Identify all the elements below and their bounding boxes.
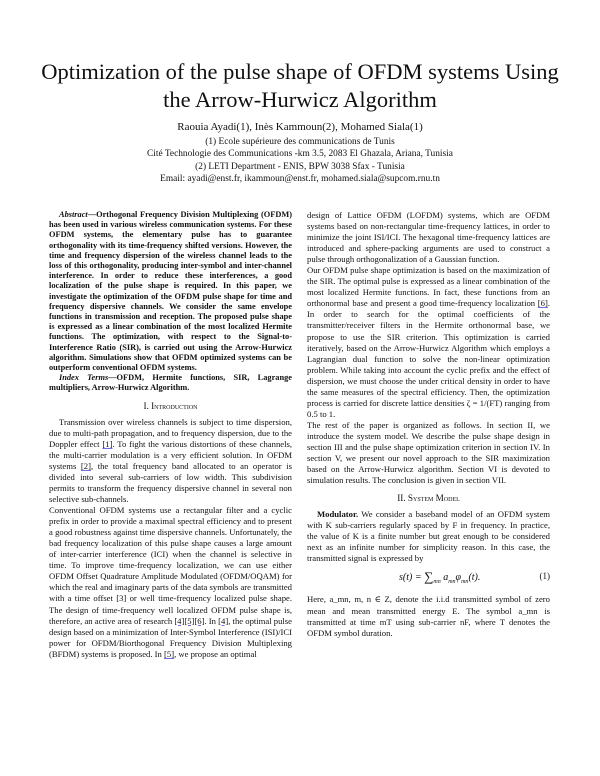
address-1: Cité Technologie des Communications -km 3.5, 2083 El Ghazala, Ariana, Tunisia <box>147 149 453 160</box>
citation-link[interactable]: [6] <box>537 298 548 309</box>
text-run: . In order to search for the optimal coefficients of the transmitter/receiver filters in the Hermite orthonormal base, we propose to use the SIR criterion. This optimization is carried iteratively, based on the Arrow-Hurwicz Algorithm which employs a Lagrangian dual function to solve the non-linear optimization problem. While taking into account the cyclic prefix and the effect of dispersion, we must choose the under critical density in order to have the same measures of the spectral efficiency. Then, the optimization process is carried for discrete lattice densities ζ = 1/(FT) ranging from 0.5 to 1. <box>307 298 550 419</box>
section-heading-system-model: II. System Model <box>397 493 460 504</box>
symbol-paragraph: Here, a_mn, m, n ∈ Z, denote the i.i.d transmitted symbol of zero mean and mean transmitted energy E. The symbol a_mn is transmitted at time mT using sub-carrier nF, where T denotes the OFDM symbol duration. <box>307 594 550 638</box>
author-emails: Email: ayadi@enst.fr, ikammoun@enst.fr, mohamed.siala@supcom.rnu.tn <box>160 173 440 184</box>
text-run: Our OFDM pulse shape optimization is based on the maximization of the SIR. The optimal pulse is expressed as a linear combination of the most localized Hermite functions. In fact, these functions from an orthonormal base and present a good time-frequency localization <box>307 265 550 309</box>
text-run: , the optimal pulse design based on a minimization of Inter-Symbol Interference (ISI)/ICI power for OFDM/Biorthogonal Frequency Division Multiplexing (BFDM) systems is proposed. In <box>49 615 292 659</box>
right-paragraph-1: design of Lattice OFDM (LOFDM) systems, which are OFDM systems based on non-rectangular time-frequency lattices, in order to minimize the joint ISI/ICI. The hexagonal time-frequency lattices are introduced and sphere-packing arguments are used to construct a pulse through orthogonalization of a Gaussian function. <box>307 210 550 265</box>
abstract <box>49 210 292 373</box>
citation-link[interactable]: [5] <box>164 648 175 659</box>
index-terms-label: Index Terms <box>59 373 109 383</box>
equation-term: a <box>443 572 449 584</box>
summation-index: mn <box>433 579 441 586</box>
equation-term: (t). <box>468 572 481 584</box>
equation-lhs: s(t) = <box>399 572 422 584</box>
index-terms-text: —OFDM, Hermite functions, SIR, Lagrange multipliers, Arrow-Hurwicz Algorithm. <box>49 373 292 393</box>
paper-title: Optimization of the pulse shape of OFDM systems Using the Arrow-Hurwicz Algorithm <box>41 59 559 112</box>
section-heading-introduction: I. Introduction <box>143 400 198 411</box>
text-run: , we propose an optimal <box>174 648 257 659</box>
citation-link[interactable]: [4] <box>218 615 229 626</box>
text-run: Conventional OFDM systems use a rectangular filter and a cyclic prefix in order to provide a maximal spectral efficiency and to present a good robustness against time dispersive channels. Unfortunately, the bad frequency localization of this pulse shape causes a large amount of inter-carrier interference (ICI) when the channel is selective in time. To improve time-frequency localization, we can use either OFDM Offset Quadrature Amplitude Modulated (OFDM/OQAM) for which the real and imaginary parts of the data symbols are transmitted with a time offset [3] or well time-frequency localized pulse shape. The design of time-frequency well localized OFDM pulse shape is, therefore, an active area of research <box>49 505 292 626</box>
right-paragraph-2 <box>307 265 550 420</box>
text-run: . In <box>204 615 219 626</box>
text-run: . To fight the various distortions of these channels, the multi-carrier modulation is a very efficient solution. In OFDM systems <box>49 438 292 471</box>
author-block <box>40 120 560 185</box>
intro-paragraph-1 <box>49 417 292 505</box>
abstract-label: Abstract <box>59 210 88 219</box>
equation-subscript: mn <box>448 579 456 586</box>
equation-subscript: mn <box>461 579 469 586</box>
index-terms <box>49 373 292 393</box>
left-column <box>49 210 292 660</box>
right-column <box>307 210 550 639</box>
affiliation-2: (2) LETI Department - ENIS, BPW 3038 Sfax - Tunisia <box>195 161 405 172</box>
summation-symbol: ∑ <box>424 569 434 585</box>
citation-link[interactable]: [4][5][6] <box>174 615 205 626</box>
text-run: , the total frequency band allocated to an operator is divided into several sub-carriers of low width. This subdivision permits to transform the frequency dispersive channel in several non selective sub-channels. <box>49 460 292 505</box>
affiliation-1: (1) Ecole supérieure des communications de Tunis <box>205 137 395 147</box>
equation-1 <box>307 567 550 589</box>
text-run: We consider a baseband model of an OFDM system with K sub-carriers regularly spaced by F in frequency. In practice, the value of K is a finite number but great enough to be considered next as an infinite number for simplicity reason. In this case, the transmitted signal is expressed by <box>307 509 550 564</box>
abstract-text: —Orthogonal Frequency Division Multiplexing (OFDM) has been used in various wireless communication systems. For these OFDM systems, the elementary pulse has to guarantee orthogonality with its time-frequency shifted versions. However, the time and frequency dispersion of the wireless channel leads to the loss of this orthogonality, producing inter-symbol and inter-channel interference. In order to reduce these interferences, a good localization of the pulse shape is required. In this paper, we investigate the optimization of the OFDM pulse shape for time and frequency dispersive channels. We consider the same envelope functions in transmission and reception. The proposed pulse shape is expressed as a linear combination of the most localized Hermite functions. The optimization, with respect to the Signal-to-Interference Ratio (SIR), is carried out using the Arrow-Hurwicz algorithm. Simulations show that OFDM optimized systems can be outperform conventional OFDM systems. <box>49 210 292 373</box>
equation-term: φ <box>455 572 462 584</box>
author-names: Raouia Ayadi(1), Inès Kammoun(2), Mohamed Siala(1) <box>177 121 423 133</box>
text-run: Transmission over wireless channels is subject to time dispersion, due to multi-path propagation, and to frequency dispersion, due to the Doppler effect <box>49 416 292 449</box>
modulator-label: Modulator. <box>317 509 359 520</box>
citation-link[interactable]: [1] <box>102 438 113 449</box>
right-paragraph-3: The rest of the paper is organized as follows. In section II, we introduce the system model. We describe the pulse shape design in section III and the pulse shape optimization criterion in section IV. In section V, we present our novel approach to the SIR maximization based on the Arrow-Hurwicz algorithm. Section VI is devoted to simulation results. The conclusion is given in section VII. <box>307 419 550 486</box>
modulator-paragraph <box>307 509 550 564</box>
citation-link[interactable]: [2] <box>80 460 91 471</box>
equation-number: (1) <box>539 571 550 582</box>
equation-formula <box>399 571 480 588</box>
intro-paragraph-2 <box>49 505 292 660</box>
